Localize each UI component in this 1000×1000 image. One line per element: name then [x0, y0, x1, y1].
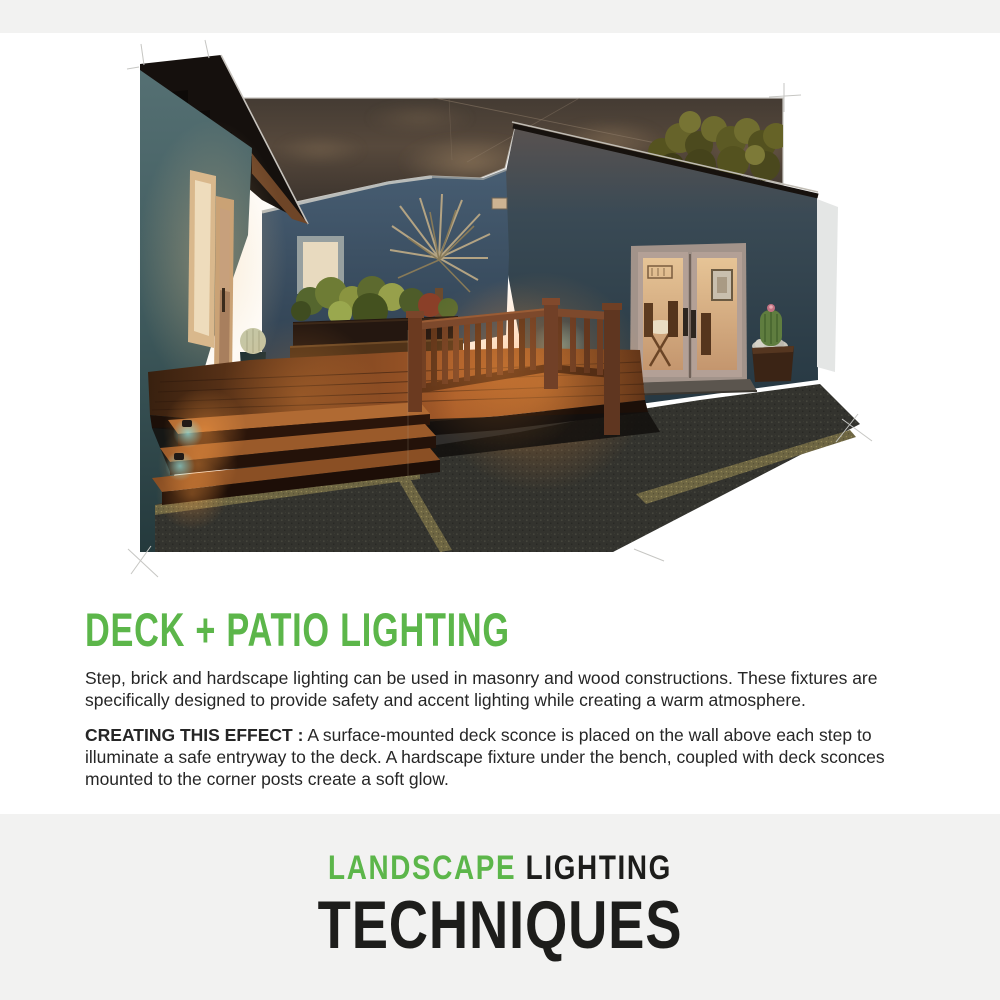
effect-text: A surface-mounted deck sconce is placed on the wall above each step to illuminate a safe entryway to the deck. A hardscape fixture under the bench, coupled with deck sconces mounted to the corner posts create a soft glow.: [85, 725, 885, 789]
section-paragraph-2: [85, 724, 941, 790]
text-section: [85, 603, 941, 803]
brand-word-landscape: LANDSCAPE: [328, 849, 517, 887]
section-paragraph-1: Step, brick and hardscape lighting can be used in masonry and wood constructions. These fixtures are specifically designed to provide safety and accent lighting while creating a warm atmosphere.: [85, 668, 878, 710]
page-fold-panel: [817, 199, 838, 372]
door-handle-left: [683, 308, 688, 336]
footer-band: [0, 814, 1000, 1000]
left-lit-window: [188, 170, 216, 348]
section-heading: DECK + PATIO LIGHTING: [85, 603, 510, 656]
deck-sconce: [182, 420, 192, 427]
effect-label: CREATING THIS EFFECT :: [85, 725, 304, 745]
brand-line-1: [90, 851, 910, 885]
door-handle: [222, 288, 225, 312]
brand-line-2: TECHNIQUES: [317, 887, 683, 963]
brand-word-lighting: LIGHTING: [525, 849, 672, 887]
left-glass-door: [214, 196, 234, 384]
deck-sconce: [174, 453, 184, 460]
door-handle-right: [691, 310, 696, 338]
small-lit-window: [492, 198, 507, 209]
